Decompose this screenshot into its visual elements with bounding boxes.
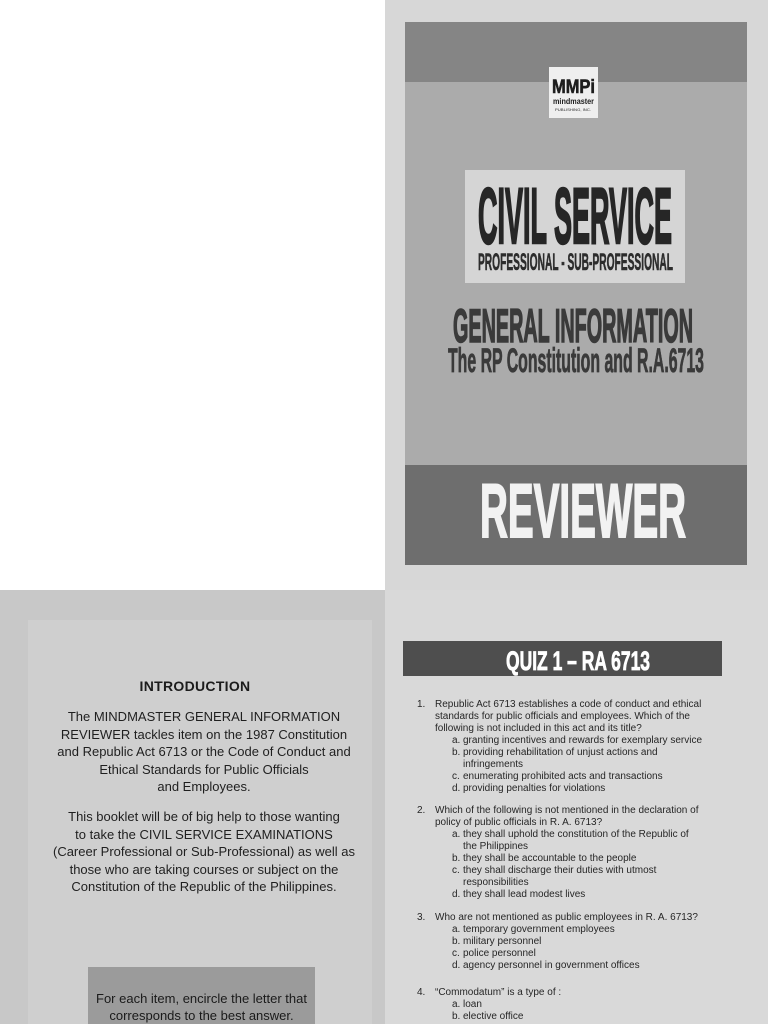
choice-letter: c.	[452, 948, 460, 959]
cover-subtitle: PROFESSIONAL - SUB-PROFESSIONAL	[478, 249, 673, 276]
choice-text-line: police personnel	[463, 948, 536, 959]
introduction-line: The MINDMASTER GENERAL INFORMATION	[67, 709, 341, 724]
choice-text-line: elective office	[463, 1011, 524, 1022]
choice-letter: a.	[452, 829, 461, 840]
choice-letter: c.	[452, 771, 460, 782]
choice-letter: b.	[452, 853, 461, 864]
choice-letter: b.	[452, 936, 461, 947]
question-text-line: “Commodatum” is a type of :	[435, 987, 562, 998]
answer-choice	[385, 960, 768, 972]
introduction-line: to take the CIVIL SERVICE EXAMINATIONS	[75, 826, 333, 842]
question-number: 1.	[417, 699, 426, 710]
instructions-line: For each item, encircle the letter that	[96, 991, 307, 1006]
answer-choice	[385, 948, 768, 960]
choice-letter: d.	[452, 960, 461, 971]
cover	[405, 22, 747, 565]
instructions-box	[88, 967, 315, 1024]
answer-choice	[385, 853, 768, 865]
question-number: 4.	[417, 987, 426, 998]
question-text-line: standards for public officials and employees. Which of the	[435, 711, 690, 722]
logo-publisher-suffix: PUBLISHING, INC.	[555, 107, 591, 112]
choice-letter: a.	[452, 999, 461, 1010]
introduction-line: and Employees.	[157, 779, 251, 794]
answer-choice	[385, 1011, 768, 1023]
cover-heading: GENERAL INFORMATION	[453, 299, 693, 352]
question-number: 2.	[417, 805, 426, 816]
answer-choice	[385, 924, 768, 936]
answer-choice	[385, 771, 768, 783]
question	[385, 912, 768, 972]
blank-page	[0, 0, 385, 590]
introduction-line: Constitution of the Republic of the Philippines.	[71, 879, 337, 894]
answer-choice	[385, 936, 768, 948]
choice-text-line: agency personnel in government offices	[463, 960, 640, 971]
cover-band-label: REVIEWER	[480, 469, 686, 554]
choice-text-line: temporary government employees	[463, 924, 615, 935]
choice-text-line: the Philippines	[463, 841, 529, 852]
choice-letter: d.	[452, 783, 461, 794]
quiz-title: QUIZ 1 – RA 6713	[506, 646, 650, 676]
question-text-line: Republic Act 6713 establishes a code of conduct and ethical	[435, 699, 702, 710]
choice-text-line: they shall be accountable to the people	[463, 853, 637, 864]
answer-choice	[385, 735, 768, 747]
question	[385, 699, 768, 795]
choice-letter: a.	[452, 924, 461, 935]
choice-text-line: loan	[463, 999, 482, 1010]
choice-text-line: responsibilities	[463, 877, 529, 888]
choice-letter: c.	[452, 865, 460, 876]
choice-letter: b.	[452, 747, 461, 758]
choice-text-line: granting incentives and rewards for exemplary service	[463, 735, 702, 746]
publisher-logo	[549, 67, 598, 118]
choice-text-line: providing penalties for violations	[463, 783, 606, 794]
choice-letter: d.	[452, 889, 461, 900]
question-text-line: policy of public officials in R. A. 6713?	[435, 817, 603, 828]
answer-choice	[385, 865, 768, 889]
choice-text-line: infringements	[463, 759, 524, 770]
choice-letter: b.	[452, 1011, 461, 1022]
choice-text-line: providing rehabilitation of unjust actions and	[463, 747, 658, 758]
introduction-line: Ethical Standards for Public Officials	[99, 761, 309, 777]
question-text-line: Who are not mentioned as public employees in R. A. 6713?	[435, 912, 698, 923]
logo-publisher-name: mindmaster	[553, 97, 594, 106]
introduction-line: (Career Professional or Sub-Professional) as well as	[52, 844, 355, 859]
question-text-line: following is not included in this act and its title?	[435, 723, 642, 734]
question-text-line: Which of the following is not mentioned in the declaration of	[435, 805, 699, 816]
introduction-heading: INTRODUCTION	[139, 678, 251, 694]
choice-text-line: they shall discharge their duties with utmost	[463, 865, 657, 876]
quiz-title-graphic	[403, 641, 722, 676]
introduction-paragraph	[34, 808, 374, 896]
introduction-paragraph	[34, 708, 374, 796]
answer-choice	[385, 889, 768, 901]
question	[385, 987, 768, 1023]
introduction-line: and Republic Act 6713 or the Code of Conduct and	[57, 744, 351, 759]
instructions-line: corresponds to the best answer.	[109, 1008, 294, 1023]
introduction-line: those who are taking courses or subject on the	[69, 861, 339, 877]
quiz-page	[385, 590, 768, 1024]
question-number: 3.	[417, 912, 426, 923]
choice-text-line: enumerating prohibited acts and transactions	[463, 771, 663, 782]
choice-text-line: they shall lead modest lives	[463, 889, 586, 900]
introduction-line: REVIEWER tackles item on the 1987 Constitution	[60, 726, 348, 742]
logo-wordmark: MMPi	[552, 77, 595, 98]
answer-choice	[385, 747, 768, 771]
quiz-title-bar	[403, 641, 722, 676]
cover-subheading: The RP Constitution and R.A.6713	[448, 342, 704, 380]
choice-text-line: military personnel	[463, 936, 542, 947]
introduction-line: This booklet will be of big help to those wanting	[68, 809, 340, 824]
introduction-page	[0, 590, 385, 1024]
answer-choice	[385, 999, 768, 1011]
cover-page	[385, 0, 768, 590]
choice-letter: a.	[452, 735, 461, 746]
question	[385, 805, 768, 901]
answer-choice	[385, 829, 768, 853]
choice-text-line: they shall uphold the constitution of the Republic of	[463, 829, 689, 840]
cover-title: CIVIL SERVICE	[478, 171, 672, 260]
answer-choice	[385, 783, 768, 795]
